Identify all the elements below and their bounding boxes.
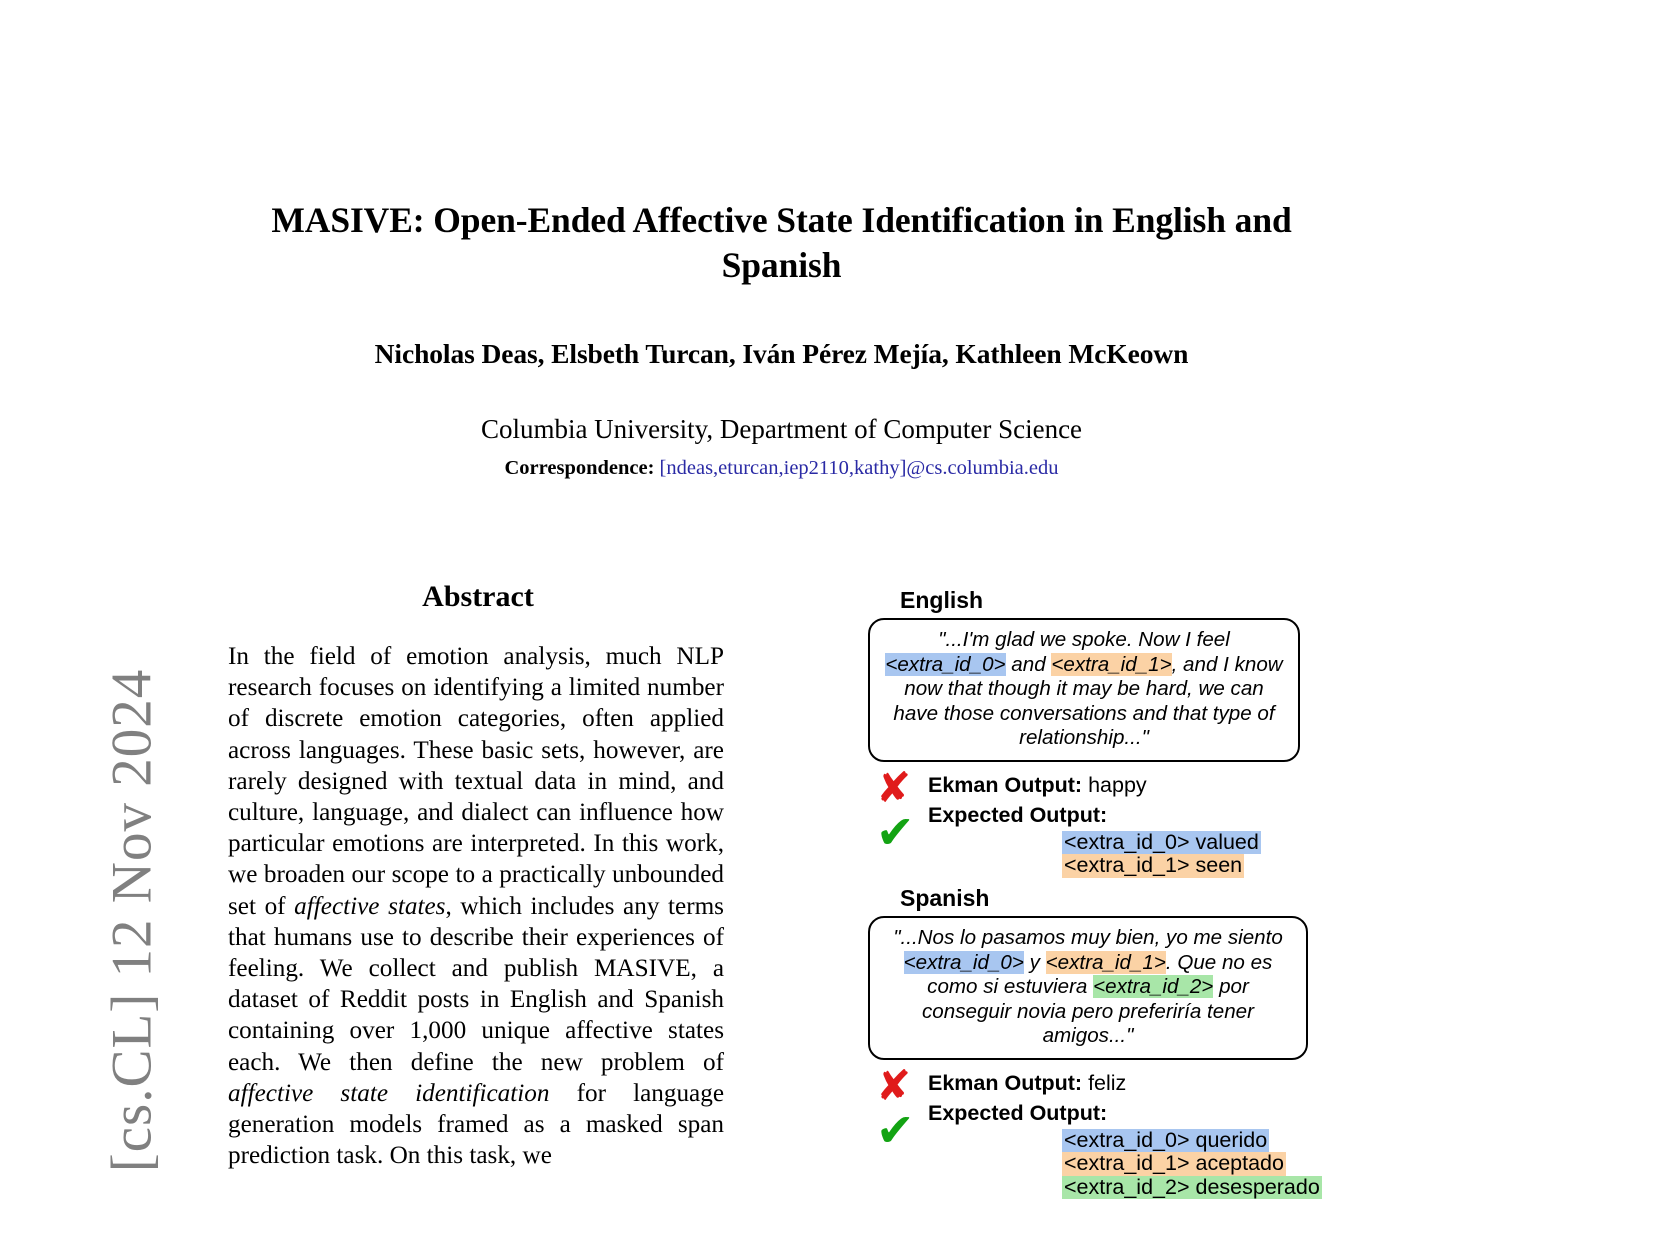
spanish-mask-1: <extra_id_1> xyxy=(1045,950,1166,974)
abstract-text-3: for language generation models framed as a masked span prediction task. On this task, we xyxy=(228,1079,724,1170)
spanish-post-seg2: y xyxy=(1023,950,1046,974)
abstract-text-1: In the field of emotion analysis, much NLP research focuses on identifying a limited number of discrete emotion categories, often applied across languages. These basic sets, however, are rarely designed with textual data in mind, and culture, language, and dialect can influence how particular emotions are interpreted. In this work, we broaden our scope to a practically unbounded set of xyxy=(228,643,724,920)
check-mark-icon: ✔ xyxy=(876,1102,915,1157)
correspondence-email-link[interactable]: [ndeas,eturcan,iep2110,kathy]@cs.columbia.edu xyxy=(659,457,1059,479)
author-list: Nicholas Deas, Elsbeth Turcan, Iván Pérez Mejía, Kathleen McKeown xyxy=(374,338,1189,369)
spanish-post-seg1: "...Nos lo pasamos muy bien, yo me siento xyxy=(893,925,1283,949)
spanish-results xyxy=(868,1060,1328,1200)
cross-mark-icon: ✘ xyxy=(876,762,912,812)
english-expected-item-1: <extra_id_1> seen xyxy=(1064,853,1243,878)
english-post-seg1: "...I'm glad we spoke. Now I feel xyxy=(938,628,1230,651)
spanish-expected-item-1: <extra_id_1> aceptado xyxy=(1064,1151,1284,1176)
arxiv-identifier-stamp: [cs.CL] 12 Nov 2024 xyxy=(100,668,164,1173)
spanish-post-seg3: . Que no es como si estuviera xyxy=(927,950,1273,999)
abstract-emphasis-affective-state-identification: affective state identification xyxy=(228,1079,550,1107)
example-figure xyxy=(868,586,1328,1199)
spanish-mask-2: <extra_id_2> xyxy=(1093,975,1214,999)
english-ekman-line xyxy=(928,771,1328,800)
cross-mark-icon: ✘ xyxy=(876,1060,912,1110)
spanish-post-seg4: por conseguir novia pero preferiría tener amigos..." xyxy=(922,975,1254,1048)
spanish-ekman-line xyxy=(928,1069,1328,1098)
spanish-section-label: Spanish xyxy=(900,884,990,911)
abstract-heading: Abstract xyxy=(422,580,534,613)
abstract-emphasis-affective-states: affective states xyxy=(294,892,446,920)
spanish-expected-list xyxy=(1062,1129,1328,1200)
english-expected-list xyxy=(1062,831,1328,878)
spanish-post-box xyxy=(868,916,1308,1060)
english-expected-label: Expected Output: xyxy=(928,802,1108,827)
english-post-seg2: and xyxy=(1005,652,1052,676)
correspondence-label: Correspondence: xyxy=(504,457,655,479)
spanish-mask-0: <extra_id_0> xyxy=(903,950,1024,974)
check-mark-icon: ✔ xyxy=(876,804,915,859)
english-expected-item-0: <extra_id_0> valued xyxy=(1064,829,1259,854)
english-results xyxy=(868,762,1328,878)
page-title: MASIVE: Open-Ended Affective State Identification in English and Spanish xyxy=(271,200,1292,285)
spanish-ekman-label: Ekman Output: xyxy=(928,1070,1083,1095)
english-mask-1: <extra_id_1> xyxy=(1051,652,1172,676)
abstract-body xyxy=(228,641,724,1171)
spanish-expected-item-2: <extra_id_2> desesperado xyxy=(1064,1174,1320,1199)
english-ekman-value: happy xyxy=(1088,772,1147,797)
spanish-expected-label: Expected Output: xyxy=(928,1100,1108,1125)
spanish-ekman-value: feliz xyxy=(1088,1070,1127,1095)
english-post-box xyxy=(868,618,1300,762)
english-ekman-label: Ekman Output: xyxy=(928,772,1083,797)
spanish-expected-item-0: <extra_id_0> querido xyxy=(1064,1127,1268,1152)
english-section-label: English xyxy=(900,587,984,613)
english-post-seg3: , and I know now that though it may be hard, we can have those conversations and that type of relationship..." xyxy=(893,652,1283,750)
english-mask-0: <extra_id_0> xyxy=(885,652,1006,676)
abstract-text-2: , which includes any terms that humans use to describe their experiences of feeling. We collect and publish MASIVE, a dataset of Reddit posts in English and Spanish containing over 1,000 unique affective states each. We then define the new problem of xyxy=(228,892,724,1076)
correspondence xyxy=(214,457,1349,480)
affiliation: Columbia University, Department of Computer Science xyxy=(480,414,1083,444)
